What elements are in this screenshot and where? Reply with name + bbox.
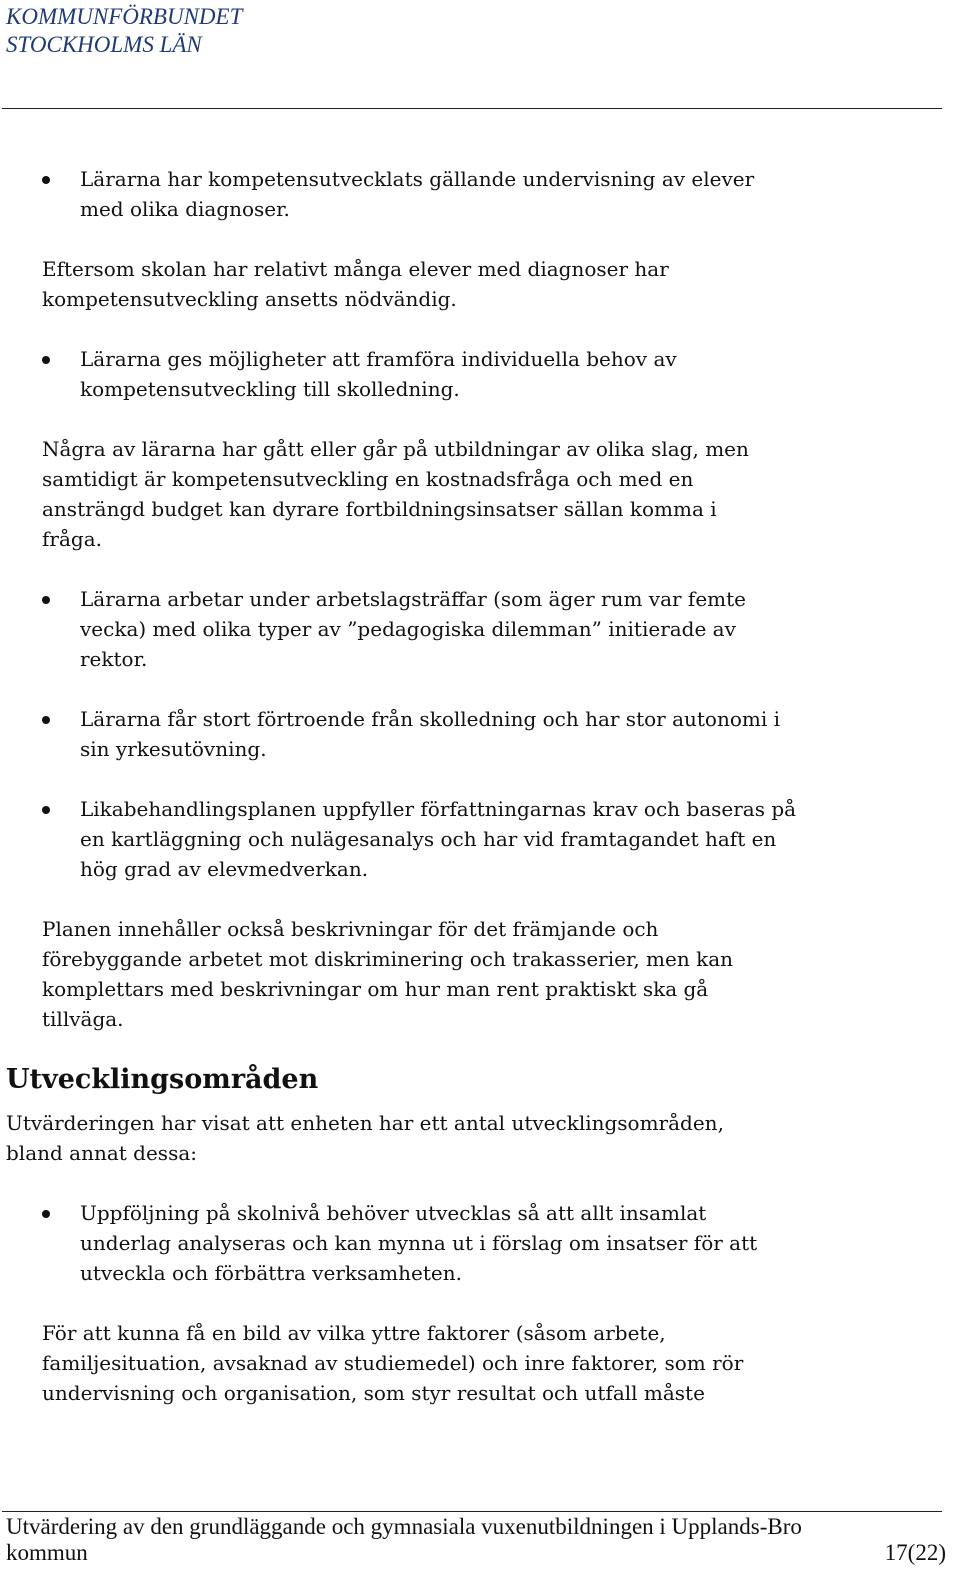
paragraph: Några av lärarna har gått eller går på utbildningar av olika slag, men samtidigt är kompetensutveckling en kostnadsfråga och med en ansträngd budget kan dyrare fortbildningsinsatser sällan komma i fråga. (42, 437, 749, 551)
bullet-icon (42, 356, 50, 364)
footer-divider (2, 1511, 942, 1512)
bullet-item (0, 794, 800, 884)
footer-title-line1: Utvärdering av den grundläggande och gymnasiala vuxenutbildningen i Upplands-Bro (6, 1514, 802, 1539)
paragraph: Eftersom skolan har relativt många elever med diagnoser har kompetensutveckling ansetts nödvändig. (42, 257, 669, 311)
bullet-item (0, 344, 800, 404)
bullet-item (0, 584, 800, 674)
document-footer (6, 1514, 946, 1566)
document-body (0, 164, 960, 1408)
bullet-icon (42, 596, 50, 604)
bullet-icon (42, 716, 50, 724)
bullet-text: Lärarna får stort förtroende från skolledning och har stor autonomi i sin yrkesutövning. (80, 707, 780, 761)
paragraph: För att kunna få en bild av vilka yttre faktorer (såsom arbete, familjesituation, avsaknad av studiemedel) och inre faktorer, som rör undervisning och organisation, som styr resultat och utfall måste (42, 1321, 744, 1405)
bullet-text: Likabehandlingsplanen uppfyller författningarnas krav och baseras på en kartläggning och nulägesanalys och har vid framtagandet haft en hög grad av elevmedverkan. (80, 797, 797, 881)
bullet-item (0, 1198, 800, 1288)
header-org-line2: STOCKHOLMS LÄN (6, 32, 202, 57)
section-intro: Utvärderingen har visat att enheten har ett antal utvecklingsområden, bland annat dessa: (6, 1111, 724, 1165)
bullet-text: Lärarna arbetar under arbetslagsträffar (som äger rum var femte vecka) med olika typer av ”pedagogiska dilemman” initierade av rektor. (80, 587, 747, 671)
bullet-icon (42, 176, 50, 184)
header-divider (2, 108, 942, 109)
bullet-icon (42, 1210, 50, 1218)
bullet-text: Lärarna ges möjligheter att framföra individuella behov av kompetensutveckling till skolledning. (80, 347, 677, 401)
bullet-item (0, 164, 800, 224)
document-header (6, 3, 242, 59)
page-number: 17(22) (884, 1540, 946, 1565)
footer-title-line2: kommun (6, 1540, 88, 1565)
bullet-text: Lärarna har kompetensutvecklats gällande undervisning av elever med olika diagnoser. (80, 167, 755, 221)
bullet-text: Uppföljning på skolnivå behöver utvecklas så att allt insamlat underlag analyseras och kan mynna ut i förslag om insatser för att utveckla och förbättra verksamheten. (80, 1201, 758, 1285)
paragraph: Planen innehåller också beskrivningar för det främjande och förebyggande arbetet mot diskriminering och trakasserier, men kan komplettars med beskrivningar om hur man rent praktiskt ska gå tillväga. (42, 917, 733, 1031)
bullet-icon (42, 806, 50, 814)
section-heading: Utvecklingsområden (6, 1064, 319, 1095)
bullet-item (0, 704, 800, 764)
header-org-line1: KOMMUNFÖRBUNDET (6, 4, 243, 29)
